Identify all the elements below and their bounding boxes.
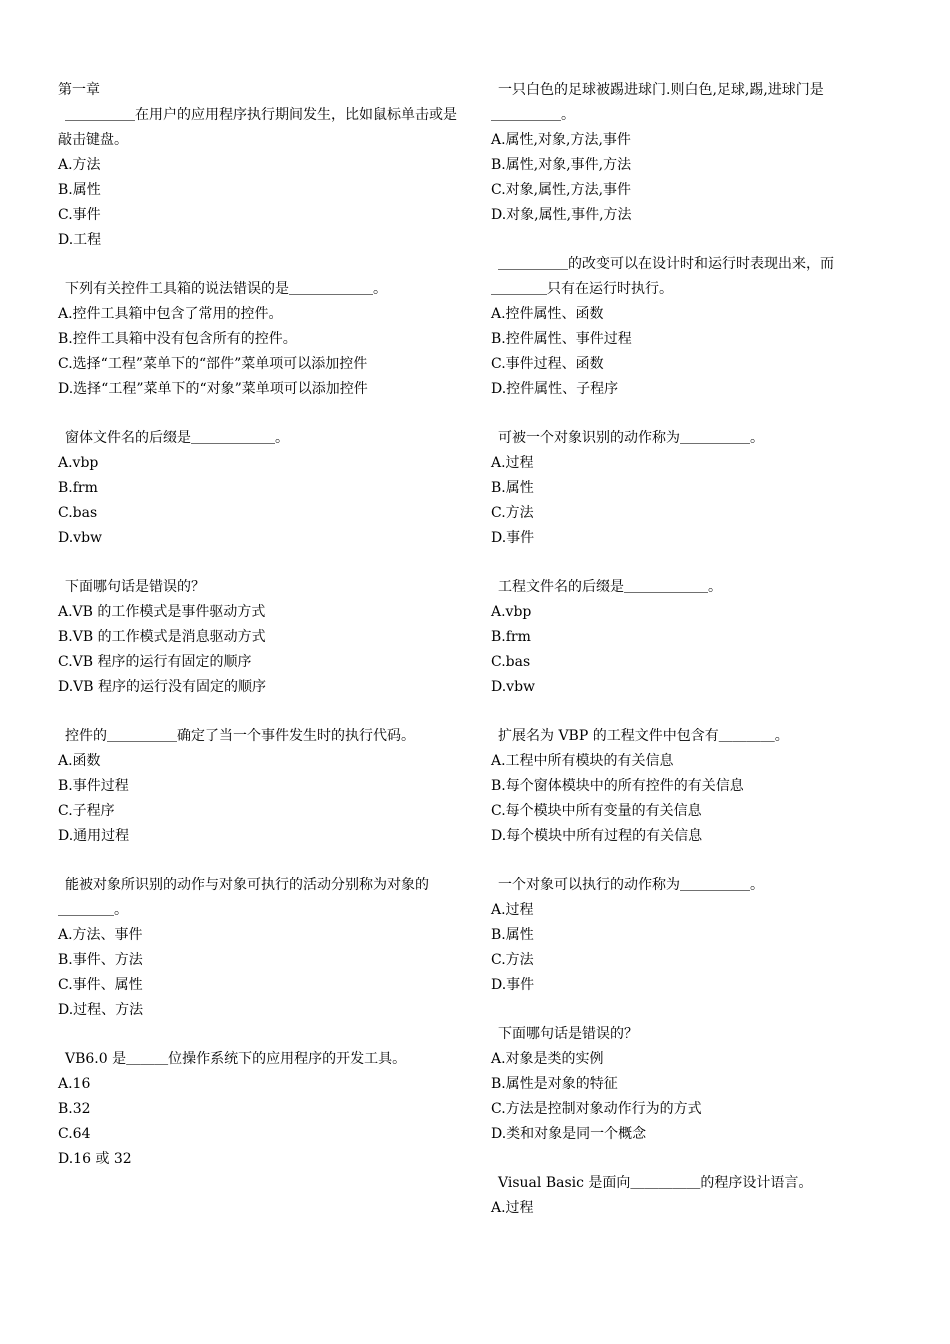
answer-option: A.工程中所有模块的有关信息 xyxy=(491,753,674,769)
answer-option: B.控件工具箱中没有包含所有的控件。 xyxy=(58,331,297,347)
right-column xyxy=(491,78,861,1245)
answer-option: D.事件 xyxy=(491,977,535,993)
answer-option: C.方法是控制对象动作行为的方式 xyxy=(491,1101,702,1117)
answer-option: C.bas xyxy=(491,654,531,670)
answer-option: B.32 xyxy=(58,1101,91,1117)
question-stem: 下列有关控件工具箱的说法错误的是＿＿＿＿＿＿。 xyxy=(65,281,387,297)
answer-option: B.属性,对象,事件,方法 xyxy=(491,157,632,173)
answer-option: D.16 或 32 xyxy=(58,1151,132,1167)
question-block xyxy=(491,724,861,849)
answer-option: A.过程 xyxy=(491,902,534,918)
answer-option: B.每个窗体模块中的所有控件的有关信息 xyxy=(491,778,744,794)
chapter-title: 第一章 xyxy=(58,82,100,98)
answer-option: B.属性 xyxy=(58,182,101,198)
question-block xyxy=(491,575,861,700)
question-stem: VB6.0 是＿＿＿位操作系统下的应用程序的开发工具。 xyxy=(65,1051,407,1067)
question-block xyxy=(491,252,861,402)
answer-option: B.frm xyxy=(491,629,531,645)
answer-option: B.控件属性、事件过程 xyxy=(491,331,632,347)
question-stem: ＿＿＿＿＿。 xyxy=(491,107,575,123)
question-block xyxy=(58,426,470,551)
answer-option: D.通用过程 xyxy=(58,828,130,844)
left-question-list xyxy=(58,103,470,1172)
question-stem: 窗体文件名的后缀是＿＿＿＿＿＿。 xyxy=(65,430,289,446)
question-stem: 工程文件名的后缀是＿＿＿＿＿＿。 xyxy=(498,579,722,595)
right-question-list xyxy=(491,78,861,1221)
answer-option: C.事件过程、函数 xyxy=(491,356,604,372)
question-stem: 一只白色的足球被踢进球门.则白色,足球,踢,进球门是 xyxy=(498,82,824,98)
answer-option: C.方法 xyxy=(491,952,534,968)
answer-option: D.事件 xyxy=(491,530,535,546)
answer-option: D.控件属性、子程序 xyxy=(491,381,619,397)
answer-option: A.16 xyxy=(58,1076,91,1092)
answer-option: A.属性,对象,方法,事件 xyxy=(491,132,631,148)
left-column xyxy=(58,78,470,1196)
answer-option: C.方法 xyxy=(491,505,534,521)
answer-option: B.属性是对象的特征 xyxy=(491,1076,618,1092)
answer-option: D.类和对象是同一个概念 xyxy=(491,1126,647,1142)
question-stem: ＿＿＿＿＿在用户的应用程序执行期间发生，比如鼠标单击或是 xyxy=(65,107,457,123)
answer-option: A.方法 xyxy=(58,157,101,173)
answer-option: C.VB 程序的运行有固定的顺序 xyxy=(58,654,252,670)
question-block xyxy=(491,873,861,998)
answer-option: B.属性 xyxy=(491,480,534,496)
answer-option: C.bas xyxy=(58,505,98,521)
answer-option: A.过程 xyxy=(491,455,534,471)
answer-option: B.事件过程 xyxy=(58,778,129,794)
answer-option: B.事件、方法 xyxy=(58,952,143,968)
question-stem: 下面哪句话是错误的？ xyxy=(65,579,205,595)
question-stem: 敲击键盘。 xyxy=(58,132,128,148)
question-block xyxy=(58,277,470,402)
question-stem: ＿＿＿＿只有在运行时执行。 xyxy=(491,281,673,297)
question-stem: ＿＿＿＿＿的改变可以在设计时和运行时表现出来，而 xyxy=(498,256,834,272)
question-block xyxy=(58,1047,470,1172)
answer-option: B.VB 的工作模式是消息驱动方式 xyxy=(58,629,266,645)
answer-option: A.对象是类的实例 xyxy=(491,1051,604,1067)
answer-option: D.vbw xyxy=(491,679,536,695)
answer-option: C.子程序 xyxy=(58,803,115,819)
question-stem: 下面哪句话是错误的？ xyxy=(498,1026,638,1042)
question-stem: 可被一个对象识别的动作称为＿＿＿＿＿。 xyxy=(498,430,764,446)
answer-option: C.事件、属性 xyxy=(58,977,143,993)
question-stem: 扩展名为 VBP 的工程文件中包含有＿＿＿＿。 xyxy=(498,728,789,744)
answer-option: A.方法、事件 xyxy=(58,927,143,943)
answer-option: D.过程、方法 xyxy=(58,1002,144,1018)
answer-option: D.工程 xyxy=(58,232,102,248)
question-block xyxy=(58,575,470,700)
question-block xyxy=(58,873,470,1023)
answer-option: B.frm xyxy=(58,480,98,496)
answer-option: D.每个模块中所有过程的有关信息 xyxy=(491,828,703,844)
answer-option: A.过程 xyxy=(491,1200,534,1216)
answer-option: A.控件工具箱中包含了常用的控件。 xyxy=(58,306,283,322)
question-stem: 控件的＿＿＿＿＿确定了当一个事件发生时的执行代码。 xyxy=(65,728,415,744)
answer-option: A.vbp xyxy=(491,604,532,620)
question-block xyxy=(58,103,470,253)
answer-option: C.事件 xyxy=(58,207,101,223)
question-block xyxy=(58,724,470,849)
question-block xyxy=(491,1171,861,1221)
answer-option: A.控件属性、函数 xyxy=(491,306,604,322)
question-stem: 一个对象可以执行的动作称为＿＿＿＿＿。 xyxy=(498,877,764,893)
answer-option: C.对象,属性,方法,事件 xyxy=(491,182,632,198)
answer-option: D.vbw xyxy=(58,530,103,546)
answer-option: C.64 xyxy=(58,1126,91,1142)
answer-option: C.每个模块中所有变量的有关信息 xyxy=(491,803,702,819)
question-block xyxy=(491,78,861,228)
question-stem: 能被对象所识别的动作与对象可执行的活动分别称为对象的 xyxy=(65,877,429,893)
answer-option: C.选择“工程”菜单下的“部件”菜单项可以添加控件 xyxy=(58,356,368,372)
answer-option: A.vbp xyxy=(58,455,99,471)
question-block xyxy=(491,1022,861,1147)
answer-option: D.对象,属性,事件,方法 xyxy=(491,207,632,223)
answer-option: B.属性 xyxy=(491,927,534,943)
question-block xyxy=(491,426,861,551)
answer-option: A.VB 的工作模式是事件驱动方式 xyxy=(58,604,266,620)
question-stem: Visual Basic 是面向＿＿＿＿＿的程序设计语言。 xyxy=(498,1175,813,1191)
answer-option: A.函数 xyxy=(58,753,101,769)
answer-option: D.VB 程序的运行没有固定的顺序 xyxy=(58,679,267,695)
question-stem: ＿＿＿＿。 xyxy=(58,902,128,918)
answer-option: D.选择“工程”菜单下的“对象”菜单项可以添加控件 xyxy=(58,381,368,397)
